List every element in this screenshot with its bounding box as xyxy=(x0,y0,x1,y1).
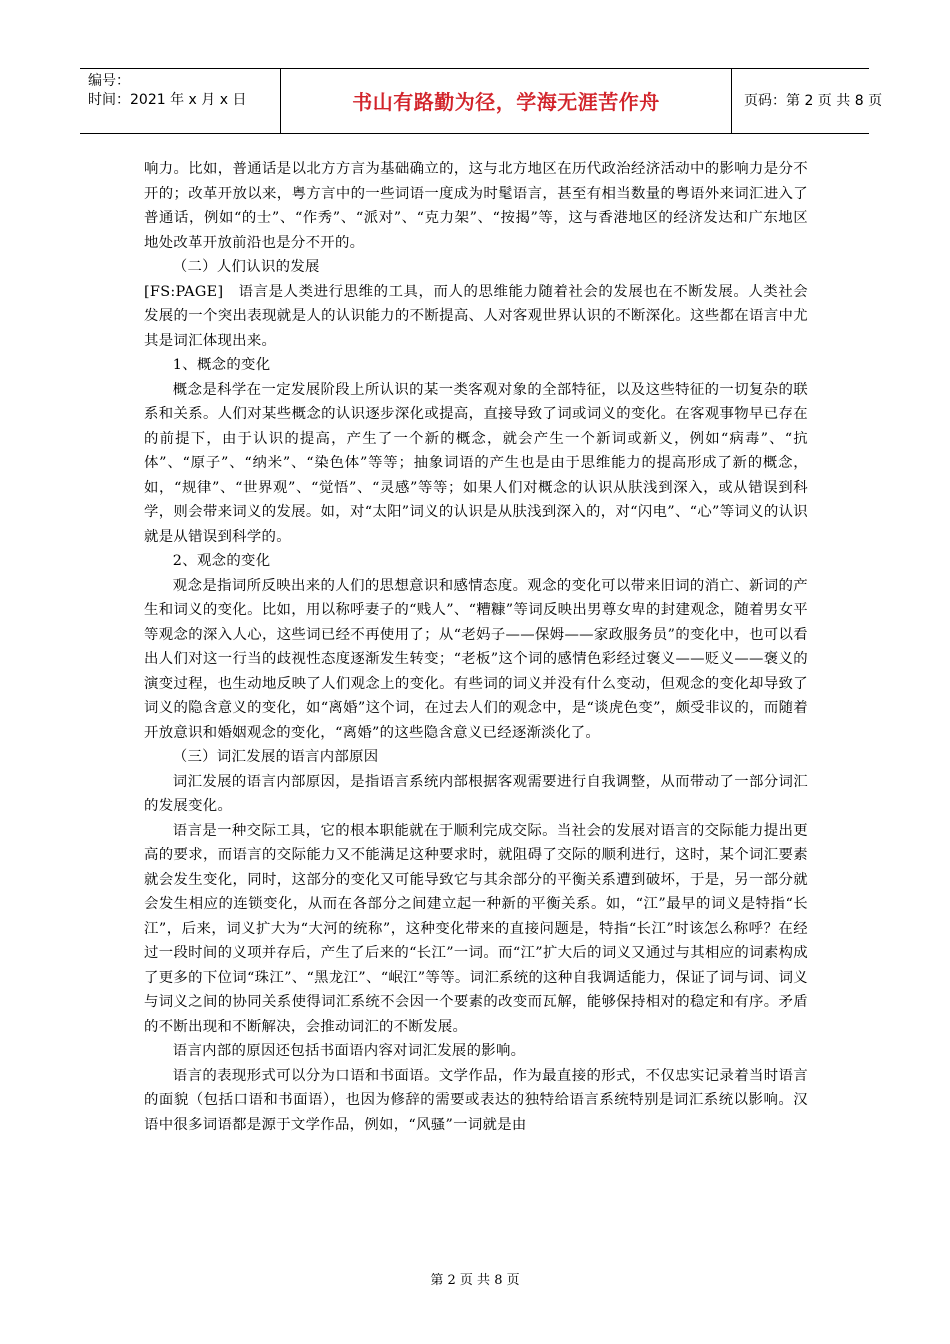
paragraph-cognition-intro: [FS:PAGE] 语言是人类进行思维的工具，而人的思维能力随着社会的发展也在不断发展。人类社会发展的一个突出表现就是人的认识能力的不断提高、人对客观世界认识的不断深化。这些都在语言中尤其是词汇体现出来。 xyxy=(144,283,808,349)
header-page-cell xyxy=(732,69,883,133)
subheading-concept-change: 1、概念的变化 xyxy=(172,357,271,373)
header-motto-cell xyxy=(280,69,732,133)
subheading-idea-change: 2、观念的变化 xyxy=(172,553,271,569)
document-number-label: 编号： xyxy=(88,73,130,89)
document-date-label: 时间：2021 年 x 月 x 日 xyxy=(88,92,247,108)
page-header xyxy=(80,68,883,134)
paragraph-written-language: 语言内部的原因还包括书面语内容对词汇发展的影响。 xyxy=(172,1043,526,1059)
paragraph-idea-change: 观念是指词所反映出来的人们的思想意识和感情态度。观念的变化可以带来旧词的消亡、新词的产生和词义的变化。比如，用以称呼妻子的“贱人”、“糟糠”等词反映出男尊女卑的封建观念，随着男女平等观念的深入人心，这些词已经不再使用了；从“老妈子——保姆——家政服务员”的变化中，也可以看出人们对这一行当的歧视性态度逐渐发生转变；“老板”这个词的感情色彩经过褒义——贬义——褒义的演变过程，也生动地反映了人们观念上的变化。有些词的词义并没有什么变动，但观念的变化却导致了词义的隐含意义的变化，如“离婚”这个词，在过去人们的观念中，是“谈虎色变”，颇受非议的，而随着开放意识和婚姻观念的变化，“离婚”的这些隐含意义已经逐渐淡化了。 xyxy=(144,577,808,741)
paragraph-concept-change: 概念是科学在一定发展阶段上所认识的某一类客观对象的全部特征，以及这些特征的一切复杂的联系和关系。人们对某些概念的认识逐步深化或提高，直接导致了词或词义的变化。在客观事物早已存在的前提下，由于认识的提高，产生了一个新的概念，就会产生一个新词或新义，例如“病毒”、“抗体”、“原子”、“纳米”、“染色体”等等；抽象词语的产生也是由于思维能力的提高形成了新的概念，如，“规律”、“世界观”、“觉悟”、“灵感”等等；如果人们对概念的认识从肤浅到深入，或从错误到科学，则会带来词义的发展。如，对“太阳”词义的认识是从肤浅到深入的，对“闪电”、“心”等词义的认识就是从错误到科学的。 xyxy=(144,381,808,545)
section-heading-internal-causes: （三）词汇发展的语言内部原因 xyxy=(172,749,379,765)
paragraph-internal-causes: 词汇发展的语言内部原因，是指语言系统内部根据客观需要进行自我调整，从而带动了一部分词汇的发展变化。 xyxy=(144,773,808,814)
header-left-cell xyxy=(80,69,280,133)
paragraph-communication-tool: 语言是一种交际工具，它的根本职能就在于顺利完成交际。当社会的发展对语言的交际能力提出更高的要求，而语言的交际能力又不能满足这种要求时，就阻碍了交际的顺利进行，这时，某个词汇要素就会发生变化，同时，这部分的变化又可能导致它与其余部分的平衡关系遭到破坏，于是，另一部分就会发生相应的连锁变化，从而在各部分之间建立起一种新的平衡关系。如，“江”最早的词义是特指“长江”，后来，词义扩大为“大河的统称”，这种变化带来的直接问题是，特指“长江”时该怎么称呼？在经过一段时间的义项并存后，产生了后来的“长江”一词。而“江”扩大后的词义又通过与其相应的词素构成了更多的下位词“珠江”、“黑龙江”、“岷江”等等。词汇系统的这种自我调适能力，保证了词与词、词义与词义之间的协同关系使得词汇系统不会因一个要素的改变而瓦解，能够保持相对的稳定和有序。矛盾的不断出现和不断解决，会推动词汇的不断发展。 xyxy=(144,822,808,1035)
header-page-info: 页码：第 2 页 共 8 页 xyxy=(744,93,883,109)
page-footer: 第 2 页 共 8 页 xyxy=(430,1273,520,1288)
paragraph-continuation: 响力。比如，普通话是以北方方言为基础确立的，这与北方地区在历代政治经济活动中的影响力是分不开的；改革开放以来，粤方言中的一些词语一度成为时髦语言，甚至有相当数量的粤语外来词汇进入了普通话，例如“的士”、“作秀”、“派对”、“克力架”、“按揭”等，这与香港地区的经济发达和广东地区地处改革开放前沿也是分不开的。 xyxy=(144,161,808,251)
section-heading-cognition: （二）人们认识的发展 xyxy=(172,259,320,275)
document-body xyxy=(144,157,808,1137)
paragraph-expression-forms: 语言的表现形式可以分为口语和书面语。文学作品，作为最直接的形式，不仅忠实记录着当时语言的面貌（包括口语和书面语），也因为修辞的需要或表达的独特给语言系统特别是词汇系统以影响。汉语中很多词语都是源于文学作品，例如，“风骚”一词就是由 xyxy=(144,1067,808,1133)
header-motto: 书山有路勤为径，学海无涯苦作舟 xyxy=(352,90,660,114)
